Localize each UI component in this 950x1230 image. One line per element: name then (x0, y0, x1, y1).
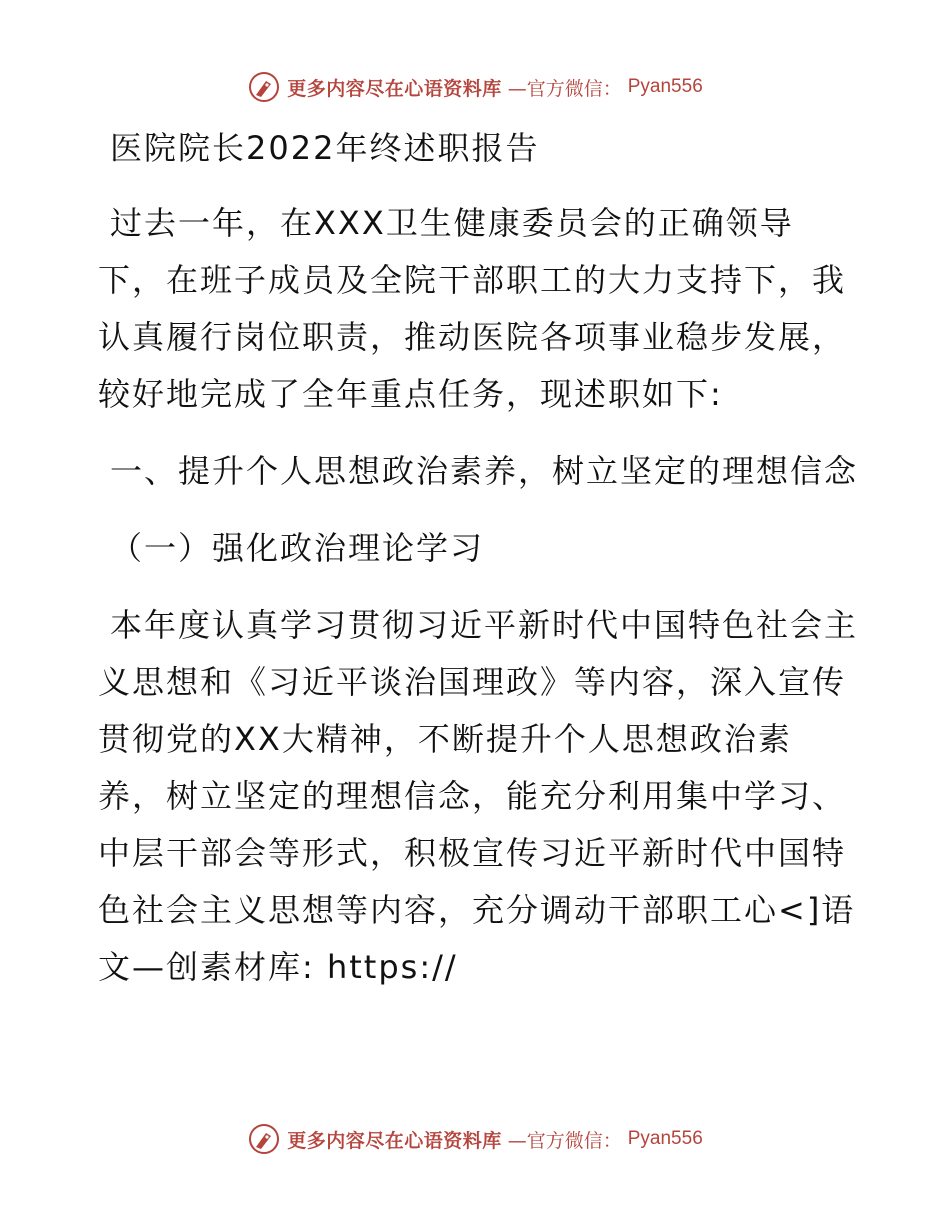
paragraph-intro: 过去一年，在XXX卫生健康委员会的正确领导下，在班子成员及全院干部职工的大力支持下，我认真履行岗位职责，推动医院各项事业稳步发展，较好地完成了全年重点任务，现述职如下: (98, 204, 847, 413)
heading-section-1: 一、提升个人思想政治素养，树立坚定的理想信念 (110, 452, 859, 490)
document-body (98, 120, 858, 1016)
document-title: 医院院长2022年终述职报告 (110, 129, 540, 167)
pen-nib-icon (247, 1122, 281, 1156)
watermark-subtitle: —官方微信： (507, 1129, 622, 1152)
paragraph-study: 本年度认真学习贯彻习近平新时代中国特色社会主义思想和《习近平谈治国理政》等内容，深入宣传贯彻党的XX大精神，不断提升个人思想政治素养，树立坚定的理想信念，能充分利用集中学习、中层干部会等形式，积极宣传习近平新时代中国特色社会主义思想等内容，充分调动干部职工心<]语文—创素材库: https:// (98, 606, 859, 986)
pen-nib-icon (247, 70, 281, 104)
watermark-header (0, 70, 950, 104)
watermark-title: 更多内容尽在心语资料库 (287, 77, 502, 100)
heading-subsection-1: （一）强化政治理论学习 (110, 529, 485, 567)
watermark-wechat-id: Pyan556 (627, 1128, 703, 1149)
watermark-title: 更多内容尽在心语资料库 (287, 1129, 502, 1152)
watermark-subtitle: —官方微信： (507, 77, 622, 100)
watermark-wechat-id: Pyan556 (627, 76, 703, 97)
watermark-footer (0, 1122, 950, 1156)
